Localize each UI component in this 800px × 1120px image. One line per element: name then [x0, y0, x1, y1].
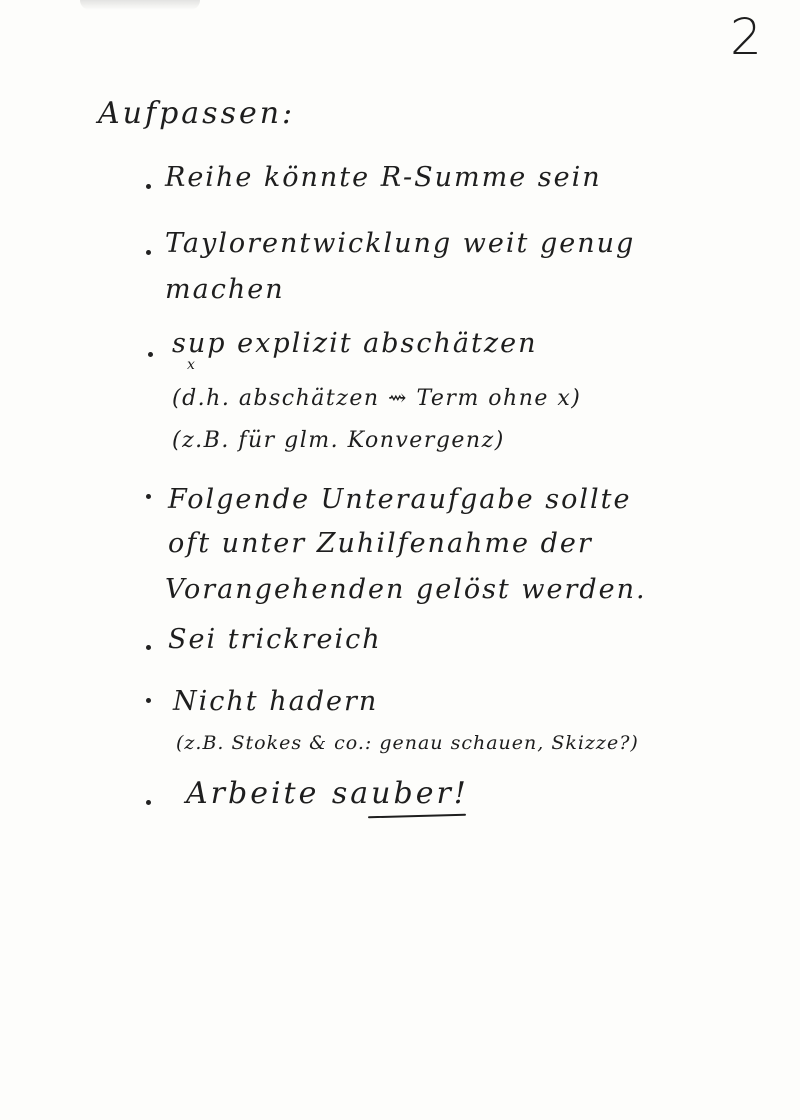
bullet-4-line-2: oft unter Zuhilfenahme der [168, 528, 593, 559]
bullet-dot [146, 250, 151, 255]
bullet-3-line-2: (d.h. abschätzen ⇝ Term ohne x) [172, 386, 582, 411]
bullet-dot [146, 698, 151, 703]
sup-subscript-x: x [187, 357, 195, 373]
page-edge-shadow [80, 0, 200, 10]
sauber-underline [368, 814, 466, 819]
bullet-3-line-3: (z.B. für glm. Konvergenz) [172, 428, 505, 453]
bullet-dot [146, 494, 151, 499]
bullet-6-line-1: Nicht hadern [173, 686, 379, 717]
bullet-1-line-1: Reihe könnte R-Summe sein [165, 162, 602, 193]
bullet-3-line-1: sup explizit abschätzen [172, 328, 538, 359]
bullet-dot [146, 800, 151, 805]
bullet-4-line-1: Folgende Unteraufgabe sollte [168, 484, 632, 515]
bullet-2-line-2: machen [165, 274, 285, 305]
bullet-dot [146, 184, 151, 189]
page-number: 2 [730, 8, 762, 66]
bullet-6-line-2: (z.B. Stokes & co.: genau schauen, Skizze?) [176, 732, 639, 754]
bullet-2-line-1: Taylorentwicklung weit genug [165, 228, 636, 259]
bullet-5-line-1: Sei trickreich [168, 624, 382, 655]
bullet-dot [146, 645, 151, 650]
bullet-7-line-1: Arbeite sauber! [186, 776, 469, 811]
page-heading: Aufpassen: [98, 96, 296, 131]
bullet-4-line-3: Vorangehenden gelöst werden. [165, 574, 647, 605]
bullet-dot [148, 352, 153, 357]
